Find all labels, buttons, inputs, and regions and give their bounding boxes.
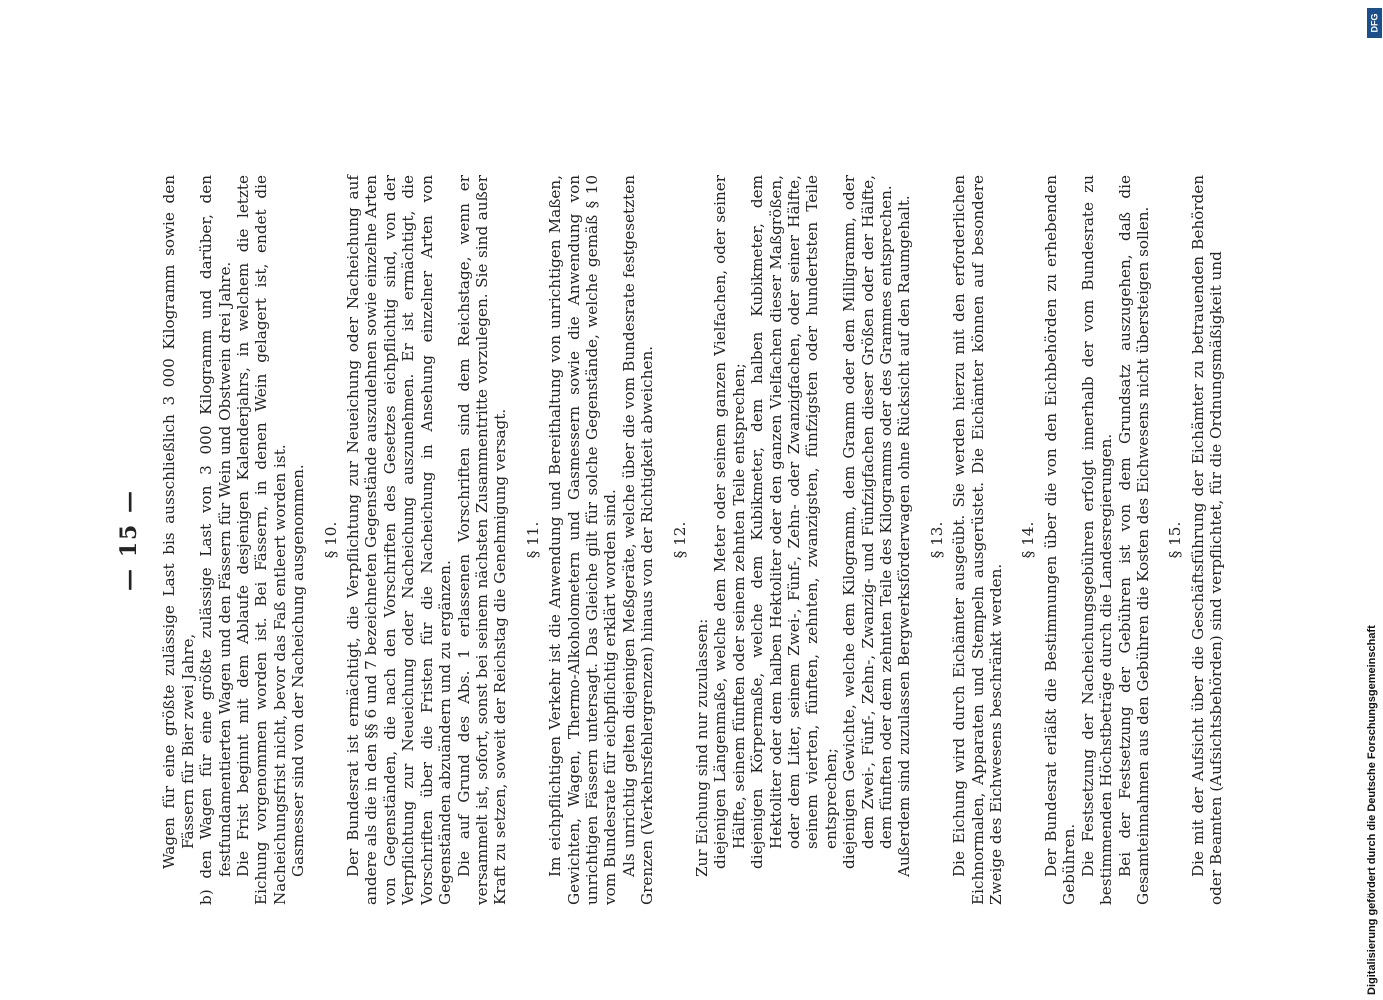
paragraph: Gasmesser sind von der Nacheichung ausgenommen. [289, 464, 308, 877]
paragraph: Die mit der Aufsicht über die Geschäftsführung der Eichämter zu betrauenden Behörden oder Beamten (Aufsichtsbehörden) sind verpflichtet, für die Ordnungsmäßigkeit und [1188, 175, 1226, 905]
document-page [116, 175, 1250, 905]
paragraph: Im eichpflichtigen Verkehr ist die Anwendung und Bereithaltung von unrichtigen Maßen, Gewichten, Wagen, Thermo-Alkoholometern und Gasmessern sowie die Anwendung von unrichtigen Fässern untersagt. Das Gleiche gilt für solche Gegenstände, welche gemäß § 10 vom Bundesrate für eichpflichtig erklärt worden sind. [546, 175, 620, 905]
list-item: diejenigen Längenmaße, welche dem Meter oder seinem ganzen Vielfachen, oder seiner Hälfte, seinem fünften oder seinem zehnten Teile entsprechen; [711, 175, 748, 869]
list-item-b: b) den Wagen für eine größte zulässige Last von 3 000 Kilogramm und darüber, den festfundamentierten Wagen und den Fässern für Wein und Obstwein drei Jahre. [197, 175, 234, 905]
paragraph: Zur Eichung sind nur zuzulassen: [692, 618, 711, 877]
logo-text: DFG [1369, 13, 1380, 33]
paragraph: Die Eichung wird durch Eichämter ausgeübt. Sie werden hierzu mit den erforderlichen Eichnormalen, Apparaten und Stempeln ausgerüstet. Die Eichämter können auf besondere Zweige des Eichwesens beschränkt werden. [950, 175, 1006, 905]
section-heading: § 12. [670, 521, 689, 559]
digitization-credit: Digitalisierung gefördert durch die Deutsche Forschungsgemeinschaft [1366, 625, 1378, 995]
section-heading: § 13. [927, 521, 946, 559]
paragraph: Der Bundesrat erläßt die Bestimmungen über die von den Eichbehörden zu erhebenden Gebühren. [1041, 175, 1079, 905]
paragraph: Die Festsetzung der Nacheichungsgebühren erfolgt innerhalb der vom Bundesrate zu bestimmenden Höchstbeträge durch die Landesregierungen. [1078, 175, 1116, 905]
paragraph: Die Frist beginnt mit dem Ablaufe desjenigen Kalenderjahrs, in welchem die letzte Eichung vorgenommen worden ist. Bei Fässern, in denen Wein gelagert ist, endet die Nacheichungsfrist nicht, bevor das Faß entleert worden ist. [234, 175, 289, 905]
section-heading: § 11. [523, 521, 542, 559]
list-item: diejenigen Körpermaße, welche dem Kubikmeter, dem halben Kubikmeter, dem Hektoliter oder dem halben Hektoliter oder den ganzen Vielfachen dieser Maßgrößen, oder dem Liter, seinem Zwei-, Fünf-, Zehn- oder Zwanzigfachen, oder seiner Hälfte, seinem vierten, fünften, zehnten, zwanzigsten, fünfzigsten oder hundertsten Teile entsprechen; [748, 175, 840, 869]
paragraph: Der Bundesrat ist ermächtigt, die Verpflichtung zur Neueichung oder Nacheichung auf andere als die in den §§ 6 und 7 bezeichneten Gegenstände auszudehnen sowie einzelne Arten von Gegenständen, die nach den Vorschriften des Gesetzes eichpflichtig sind, von der Verpflichtung zur Neueichung oder Nacheichung auszunehmen. Er ist ermächtigt, die Vorschriften über die Fristen für die Nacheichung in Ansehung einzelner Arten von Gegenständen abzuändern und zu ergänzen. [344, 175, 455, 905]
paragraph: Die auf Grund des Abs. 1 erlassenen Vorschriften sind dem Reichstage, wenn er versammelt ist, sofort, sonst bei seinem nächsten Zusammentritte vorzulegen. Sie sind außer Kraft zu setzen, soweit der Reichstag die Genehmigung versagt. [454, 175, 510, 905]
paragraph: Außerdem sind zuzulassen Bergwerksförderwagen ohne Rücksicht auf den Raumgehalt. [895, 195, 914, 877]
section-heading: § 15. [1166, 521, 1185, 559]
paragraph: Als unrichtig gelten diejenigen Meßgeräte, welche über die vom Bundesrate festgesetzten Grenzen (Verkehrsfehlergrenzen) hinaus von der Richtigkeit abweichen. [619, 175, 657, 905]
dfg-logo [1367, 8, 1382, 38]
section-heading: § 14. [1019, 521, 1038, 559]
section-heading: § 10. [321, 521, 340, 559]
paragraph: Wagen für eine größte zulässige Last bis ausschließlich 3 000 Kilogramm sowie den Fässern für Bier zwei Jahre, [160, 175, 197, 869]
page-number: — 15 — [116, 489, 142, 591]
list-item: diejenigen Gewichte, welche dem Kilogramm, dem Gramm oder dem Milligramm, oder dem Zwei-, Fünf-, Zehn-, Zwanzig- und Fünfzigfachen dieser Größen oder der Hälfte, dem fünften oder dem zehnten Teile des Kilogramms oder des Grammes entsprechen. [840, 175, 896, 869]
paragraph: Bei der Festsetzung der Gebühren ist von dem Grundsatz auszugehen, daß die Gesamteinnahmen aus den Gebühren die Kosten des Eichwesens nicht übersteigen sollen. [1115, 175, 1152, 905]
